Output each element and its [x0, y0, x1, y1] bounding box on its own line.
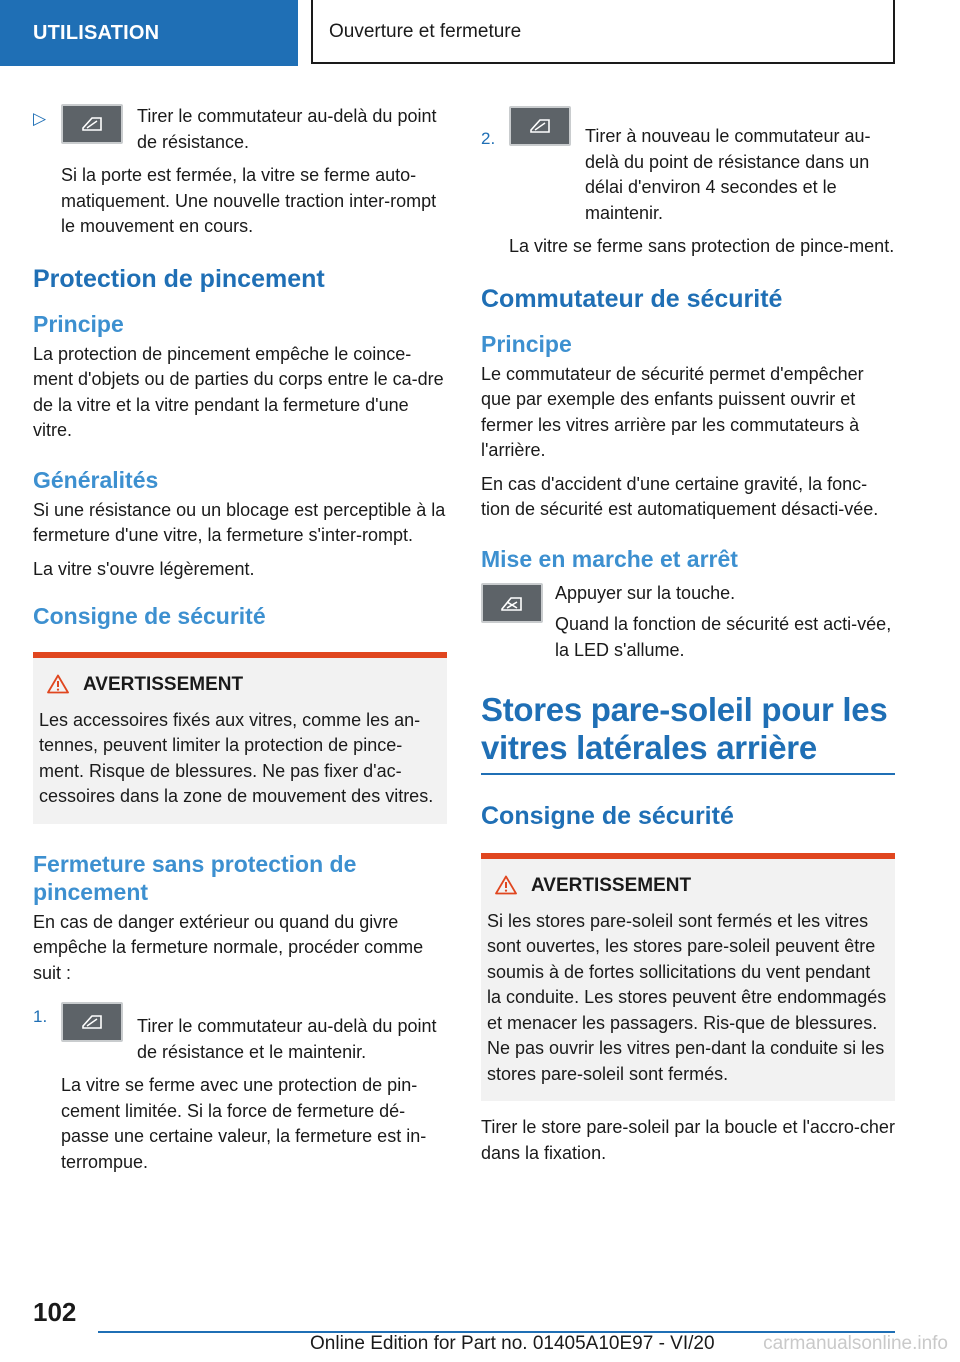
heading-consigne: Consigne de sécurité: [481, 802, 734, 830]
warning-title: [487, 873, 889, 903]
warning-title: [39, 672, 441, 702]
generalites-paragraph-2: La vitre s'ouvre légèrement.: [33, 558, 255, 579]
item-note: La vitre se ferme avec une protection de pin‐cement limitée. Si la force de fermeture dé‐passe une certaine valeur, la fermeture est in‐terrompue.: [61, 1075, 427, 1172]
marche-paragraph-2: Quand la fonction de sécurité est acti‐vée, la LED s'allume.: [555, 614, 892, 660]
heading-commutateur: Commutateur de sécurité: [481, 284, 783, 313]
principe-paragraph-1: Le commutateur de sécurité permet d'empêcher que par exemple des enfants puissent ouvrir et fermer les vitres arrière par les commutateurs à l'arrière.: [481, 363, 864, 460]
heading-consigne: Consigne de sécurité: [33, 603, 266, 629]
chapter-title: Ouverture et fermeture: [311, 0, 895, 64]
heading-generalites: Généralités: [33, 466, 159, 493]
step-number: 2.: [481, 129, 496, 148]
warning-label: AVERTISSEMENT: [83, 674, 244, 695]
step-number: 1.: [33, 1007, 48, 1026]
right-column: [481, 100, 895, 1174]
heading-protection: Protection de pincement: [33, 264, 325, 293]
page-number: 102: [33, 1297, 77, 1327]
warning-text: Les accessoires fixés aux vitres, comme les an‐tennes, peuvent limiter la protection de pince‐ment. Risque de blessures. Ne pas fixer d'ac‐cessoires dans la zone de mouvement des vitres.: [39, 709, 434, 806]
heading-fermeture: Fermeture sans protection de pincement: [33, 850, 357, 905]
item-text: Tirer le commutateur au-delà du point de résistance.: [137, 106, 437, 152]
item-note: Si la porte est fermée, la vitre se ferme auto‐matiquement. Une nouvelle traction inter‐rompt le mouvement en cours.: [61, 165, 437, 236]
final-paragraph: Tirer le store pare-soleil par la boucle et l'accro‐cher dans la fixation.: [481, 1117, 895, 1163]
edition-text: Online Edition for Part no. 01405A10E97 - VI/20: [310, 1333, 715, 1354]
generalites-paragraph-1: Si une résistance ou un blocage est perceptible à la fermeture d'une vitre, la fermeture s'inter‐rompt.: [33, 499, 446, 545]
item-note: La vitre se ferme sans protection de pince‐ment.: [509, 236, 895, 256]
list-item: [33, 104, 447, 155]
list-item: [481, 106, 895, 226]
warning-text: Si les stores pare-soleil sont fermés et les vitres sont ouvertes, les stores pare-soleil peuvent être soumis à de fortes sollicitations du vent pendant la conduite. Les stores peuvent être endommagés et menacer les passagers. Ris‐que de blessures. Ne pas ouvrir les vitres pen‐dant la conduite si les stores pare-soleil sont fermés.: [487, 910, 887, 1084]
heading-marche: Mise en marche et arrêt: [481, 545, 738, 572]
marche-paragraph-1: Appuyer sur la touche.: [555, 582, 736, 603]
watermark: carmanualsonline.info: [763, 1333, 948, 1354]
principe-paragraph: La protection de pincement empêche le coince‐ment d'objets ou de parties du corps entre le ca‐dre de la vitre et la vitre pendant la fermeture d'une vitre.: [33, 343, 444, 440]
list-item: [33, 1002, 447, 1065]
heading-principe: Principe: [481, 330, 572, 357]
item-text: Tirer le commutateur au-delà du point de résistance et le maintenir.: [137, 1016, 437, 1062]
warning-box: [481, 853, 895, 1101]
safety-switch-icon: [481, 583, 543, 623]
left-column: [33, 100, 447, 1183]
heading-stores: Stores pare-soleil pour les vitres latérales arrière: [481, 691, 895, 775]
section-tab[interactable]: UTILISATION: [0, 0, 298, 66]
warning-label: AVERTISSEMENT: [531, 875, 692, 896]
window-switch-icon: [509, 106, 571, 146]
list-item: [481, 581, 895, 664]
heading-principe: Principe: [33, 310, 124, 337]
window-switch-icon: [61, 1002, 123, 1042]
warning-triangle-icon: [495, 875, 517, 903]
window-switch-icon: [61, 104, 123, 144]
item-text: Tirer à nouveau le commutateur au-delà du point de résistance dans un délai d'environ 4 secondes et le maintenir.: [585, 126, 871, 223]
fermeture-paragraph: En cas de danger extérieur ou quand du givre empêche la fermeture normale, procéder comme suit :: [33, 911, 424, 983]
warning-box: [33, 652, 447, 824]
triangle-bullet-icon: ▷: [33, 109, 47, 128]
warning-triangle-icon: [47, 674, 69, 702]
principe-paragraph-2: En cas d'accident d'une certaine gravité, la fonc‐tion de sécurité est automatiquement désacti‐vée.: [481, 473, 879, 519]
page-header: [0, 0, 960, 66]
